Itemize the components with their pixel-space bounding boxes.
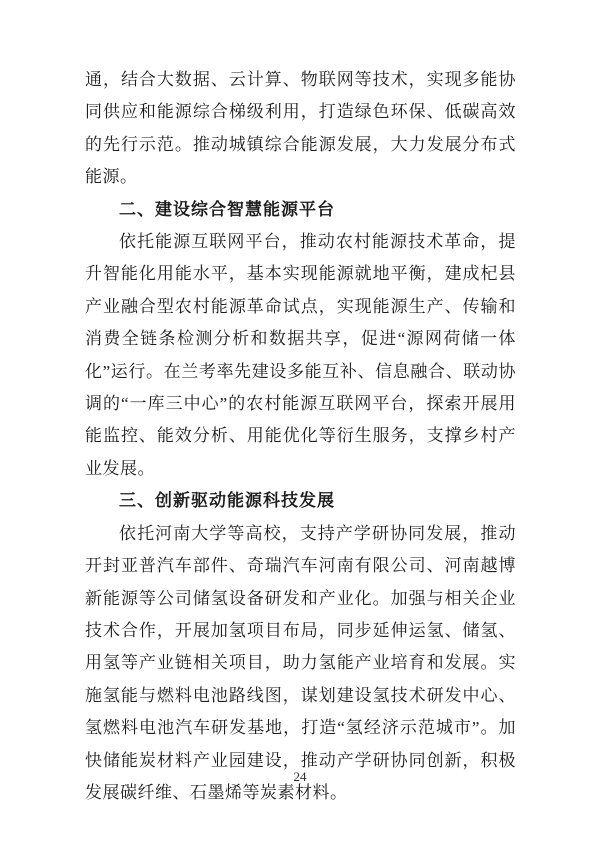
section-heading-three: 三、创新驱动能源科技发展 <box>119 491 335 511</box>
paragraph-continuation: 通，结合大数据、云计算、物联网等技术，实现多能协同供应和能源综合梯级利用，打造绿色环保、低碳高效的先行示范。推动城镇综合能源发展，大力发展分布式能源。 <box>85 70 516 187</box>
section-heading-two: 二、建设综合智慧能源平台 <box>119 199 335 219</box>
document-body <box>85 64 516 809</box>
page-number: 24 <box>293 769 307 784</box>
paragraph-energy-technology: 依托河南大学等高校，支持产学研协同发展，推动开封亚普汽车部件、奇瑞汽车河南有限公司、河南越博新能源等公司储氢设备研发和产业化。加强与相关企业技术合作，开展加氢项目布局，同步延伸运氢、储氢、用氢等产业链相关项目，助力氢能产业培育和发展。实施氢能与燃料电池路线图，谋划建设氢技术研发中心、氢燃料电池汽车研发基地，打造“氢经济示范城市”。加快储能炭材料产业园建设，推动产学研协同创新，积极发展碳纤维、石墨烯等炭素材料。 <box>85 523 516 802</box>
paragraph-smart-energy-platform: 依托能源互联网平台，推动农村能源技术革命，提升智能化用能水平，基本实现能源就地平衡，建成杞县产业融合型农村能源革命试点，实现能源生产、传输和消费全链条检测分析和数据共享，促进“源网荷储一体化”运行。在兰考率先建设多能互补、信息融合、联动协调的“一库三中心”的农村能源互联网平台，探索开展用能监控、能效分析、用能优化等衍生服务，支撑乡村产业发展。 <box>85 232 516 478</box>
